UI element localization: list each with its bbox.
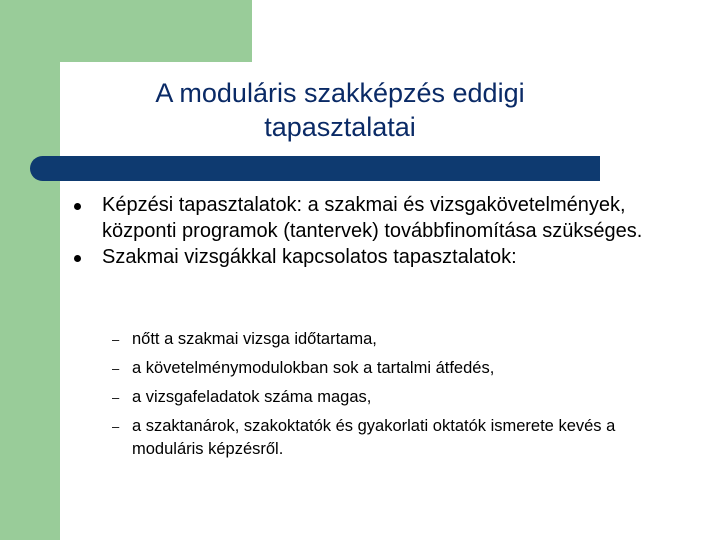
sub-bullet-text: nőtt a szakmai vizsga időtartama, <box>132 330 377 348</box>
sub-bullet-text: a vizsgafeladatok száma magas, <box>132 388 372 406</box>
bullet-dot-icon <box>74 203 81 210</box>
dash-icon: – <box>112 332 120 347</box>
bullet-item <box>70 244 670 270</box>
slide-title-line2: tapasztalatai <box>264 112 416 142</box>
sub-bullet-item <box>70 386 680 409</box>
left-accent-bar <box>0 0 60 540</box>
bullet-text: Szakmai vizsgákkal kapcsolatos tapasztalatok: <box>102 246 517 268</box>
title-underline-bar <box>30 156 600 181</box>
bullet-text: Képzési tapasztalatok: a szakmai és vizsgakövetelmények, központi programok (tantervek) továbbfinomítása szükséges. <box>102 194 643 242</box>
bullet-list <box>70 192 670 270</box>
sub-bullet-item <box>70 357 680 380</box>
slide-title-line1: A moduláris szakképzés eddigi <box>155 78 525 108</box>
bullet-dot-icon <box>74 255 81 262</box>
dash-icon: – <box>112 390 120 405</box>
sub-bullet-text: a szaktanárok, szakoktatók és gyakorlati oktatók ismerete kevés a moduláris képzésről. <box>132 417 616 458</box>
dash-icon: – <box>112 419 120 434</box>
dash-icon: – <box>112 361 120 376</box>
sub-bullet-item <box>70 328 680 351</box>
top-accent-block <box>0 0 252 62</box>
sub-bullet-item <box>70 415 680 461</box>
sub-bullet-text: a követelménymodulokban sok a tartalmi átfedés, <box>132 359 495 377</box>
bullet-item <box>70 192 670 244</box>
slide-title <box>60 76 620 144</box>
sub-bullet-list <box>70 328 680 461</box>
